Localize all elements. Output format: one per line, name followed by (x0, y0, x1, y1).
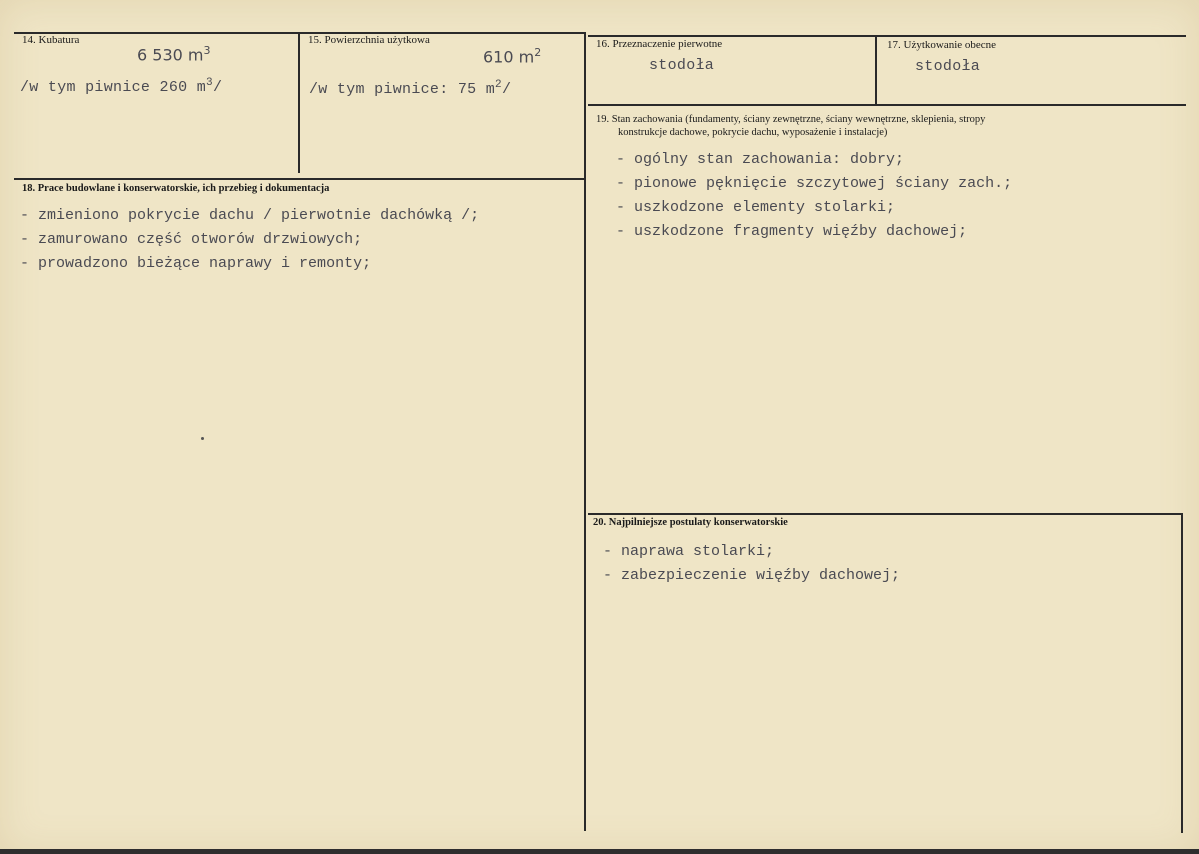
top-border-left (14, 32, 586, 34)
list-item: - naprawa stolarki; (603, 540, 900, 564)
field16-value: stodoła (649, 57, 715, 74)
field20-list (603, 540, 900, 588)
field18-list (20, 204, 479, 276)
divider-16-17 (875, 36, 877, 106)
field14-label: 14. Kubatura (22, 34, 80, 46)
field20-label: 20. Najpilniejsze postulaty konserwatorskie (593, 517, 788, 528)
list-item: - prowadzono bieżące naprawy i remonty; (20, 252, 479, 276)
list-item: - zmieniono pokrycie dachu / pierwotnie dachówką /; (20, 204, 479, 228)
field15-label: 15. Powierzchnia użytkowa (308, 34, 430, 46)
field19-label (596, 113, 985, 139)
field16-label: 16. Przeznaczenie pierwotne (596, 38, 723, 50)
right-border (1181, 513, 1183, 833)
list-item: - zabezpieczenie więźby dachowej; (603, 564, 900, 588)
list-item: - zamurowano część otworów drzwiowych; (20, 228, 479, 252)
field17-value: stodoła (915, 58, 981, 75)
field19-list (616, 148, 1012, 244)
field14-value: 6 530 $m^3$ (137, 44, 211, 65)
field15-value: 610 $m^2$ (483, 46, 542, 67)
divider-left-right (584, 33, 586, 831)
field17-label: 17. Użytkowanie obecne (887, 39, 997, 51)
list-item: - ogólny stan zachowania: dobry; (616, 148, 1012, 172)
border-above-18 (14, 178, 586, 180)
paper-speck (201, 437, 204, 440)
list-item: - uszkodzone elementy stolarki; (616, 196, 1012, 220)
list-item: - uszkodzone fragmenty więźby dachowej; (616, 220, 1012, 244)
field15-note: /w tym piwnice: 75 $m^2/$ (309, 79, 512, 98)
divider-14-15 (298, 33, 300, 173)
field19-label-line2: konstrukcje dachowe, pokrycie dachu, wyposażenie i instalacje) (618, 127, 888, 138)
field14-note: /w tym piwnice 260 $m^3/$ (20, 77, 223, 96)
top-border-right (588, 35, 1186, 37)
border-above-20 (588, 513, 1183, 515)
field18-label: 18. Prace budowlane i konserwatorskie, ich przebieg i dokumentacja (22, 183, 330, 194)
border-above-19 (588, 104, 1186, 106)
list-item: - pionowe pęknięcie szczytowej ściany zach.; (616, 172, 1012, 196)
field19-label-line1: 19. Stan zachowania (fundamenty, ściany zewnętrzne, ściany wewnętrzne, sklepienia, stropy (596, 114, 986, 125)
